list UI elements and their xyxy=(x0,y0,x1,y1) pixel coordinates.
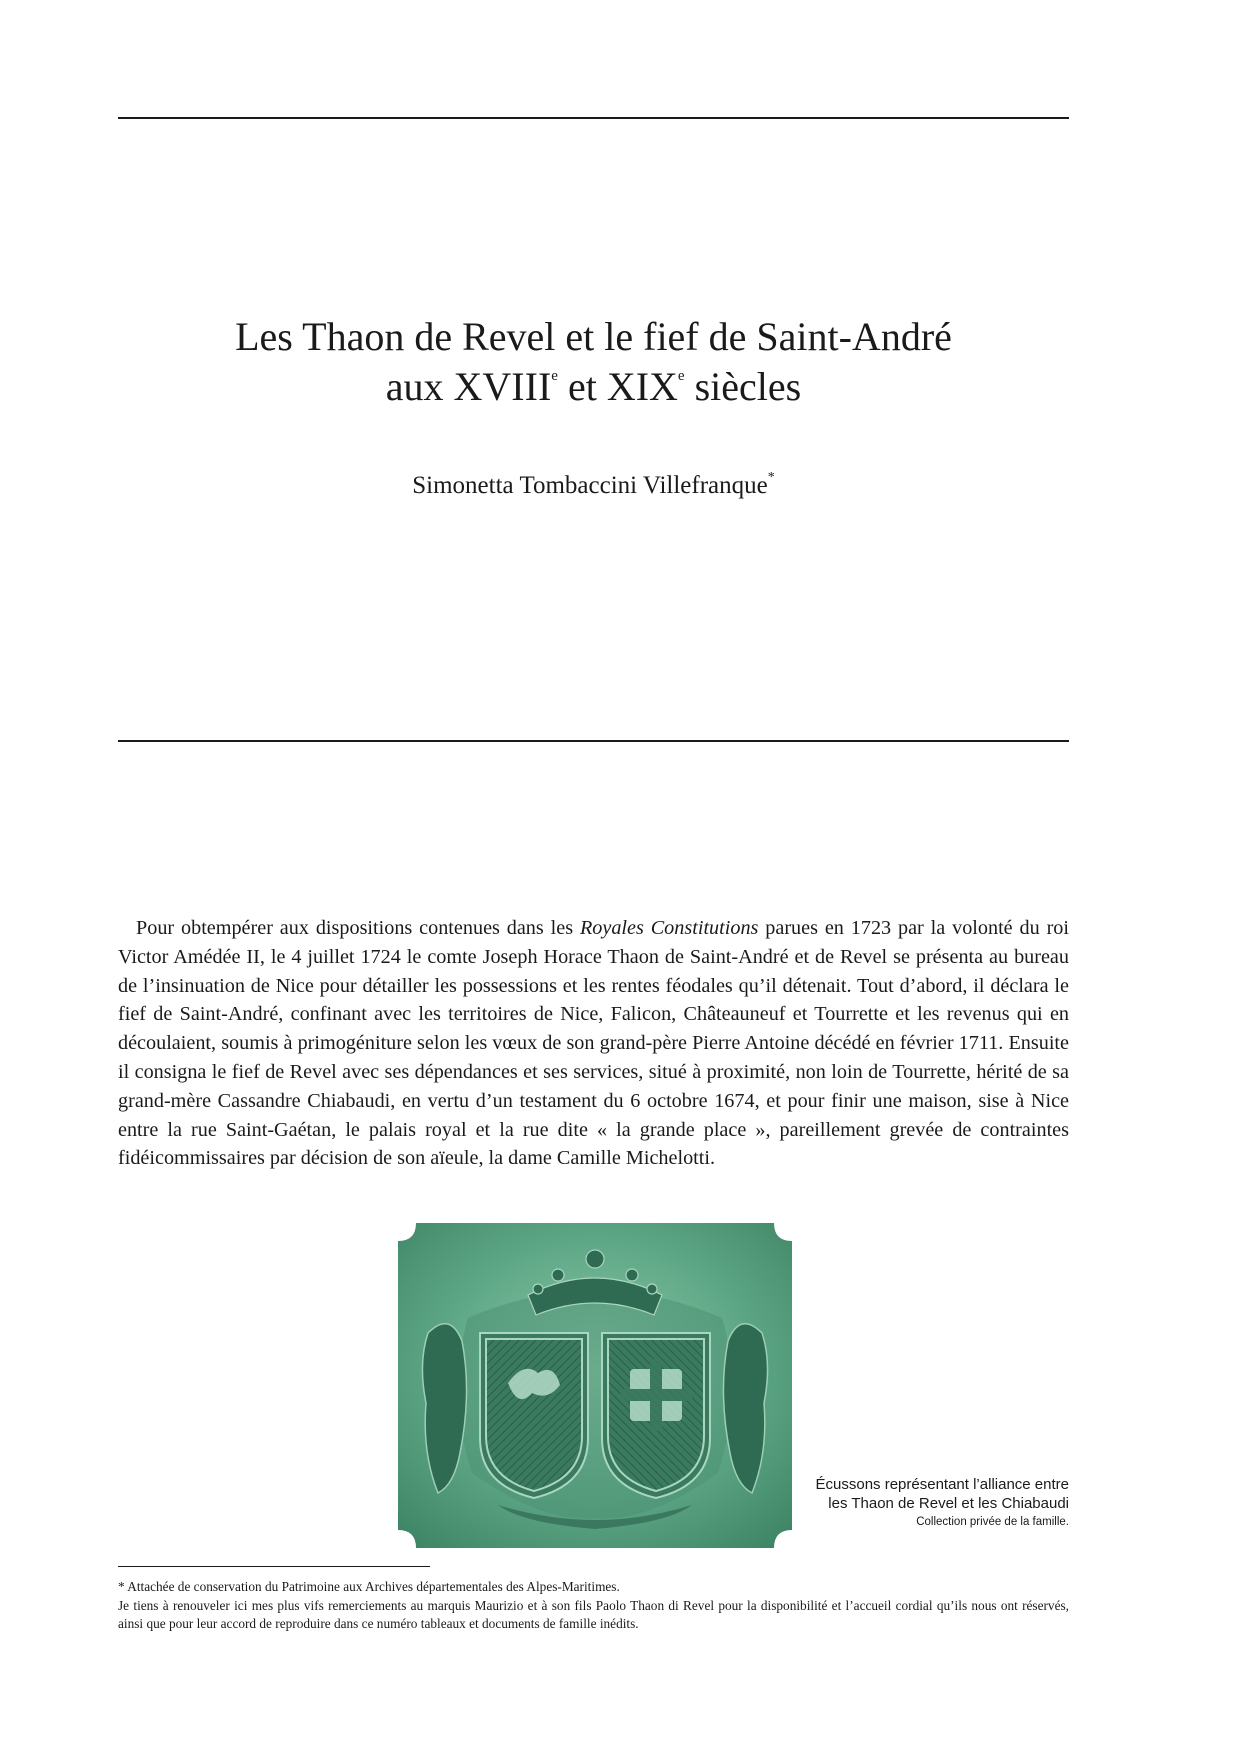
figure-caption xyxy=(800,1475,1069,1530)
coat-of-arms-image xyxy=(398,1223,792,1548)
author-name: Simonetta Tombaccini Villefranque* xyxy=(412,470,775,499)
footnote-rule xyxy=(118,1566,430,1567)
author-footnote-mark: * xyxy=(767,470,775,485)
caption-text: Écussons représentant l’alliance entre les Thaon de Revel et les Chiabaudi xyxy=(815,1476,1069,1512)
footnote-line-2: Je tiens à renouveler ici mes plus vifs remerciements au marquis Maurizio et à son fils Paolo Thaon di Revel pour la disponibilité et l’accueil cordial qu’ils nous ont réservés, ainsi que pour leur accord de reproduire dans ce numéro tableaux et documents de famille inédits. xyxy=(118,1597,1069,1631)
top-rule xyxy=(118,117,1069,119)
footnote xyxy=(118,1578,1069,1634)
footnote-line-1: * Attachée de conservation du Patrimoine aux Archives départementales des Alpes-Maritimes. xyxy=(118,1579,620,1594)
title-line-1: Les Thaon de Revel et le fief de Saint-André xyxy=(235,314,952,359)
title-line-2: aux XVIIIe et XIXe siècles xyxy=(385,364,802,409)
article-title xyxy=(118,312,1069,412)
body-paragraph: Pour obtempérer aux dispositions contenues dans les Royales Constitutions parues en 1723 par la volonté du roi Victor Amédée II, le 4 juillet 1724 le comte Joseph Horace Thaon de Saint-André et de Revel se présenta au bureau de l’insinuation de Nice pour détailler les possessions et les rentes féodales qu’il détenait. Tout d’abord, il déclara le fief de Saint-André, confinant avec les territoires de Nice, Falicon, Châteauneuf et Tourrette et les revenus qui en découlaient, soumis à primogéniture selon les vœux de son grand-père Pierre Antoine décédé en février 1711. Ensuite il consigna le fief de Revel avec ses dépendances et ses services, situé à proximité, non loin de Tourrette, hérité de sa grand-mère Cassandre Chiabaudi, en vertu d’un testament du 6 octobre 1674, et pour finir une maison, sise à Nice entre la rue Saint-Gaétan, le palais royal et la rue dite « la grande place », pareillement grevée de contraintes fidéicommissaires par décision de son aïeule, la dame Camille Michelotti. xyxy=(118,917,1070,1170)
section-rule xyxy=(118,740,1069,742)
caption-credit: Collection privée de la famille. xyxy=(916,1516,1069,1528)
italic-title: Royales Constitutions xyxy=(579,917,759,939)
